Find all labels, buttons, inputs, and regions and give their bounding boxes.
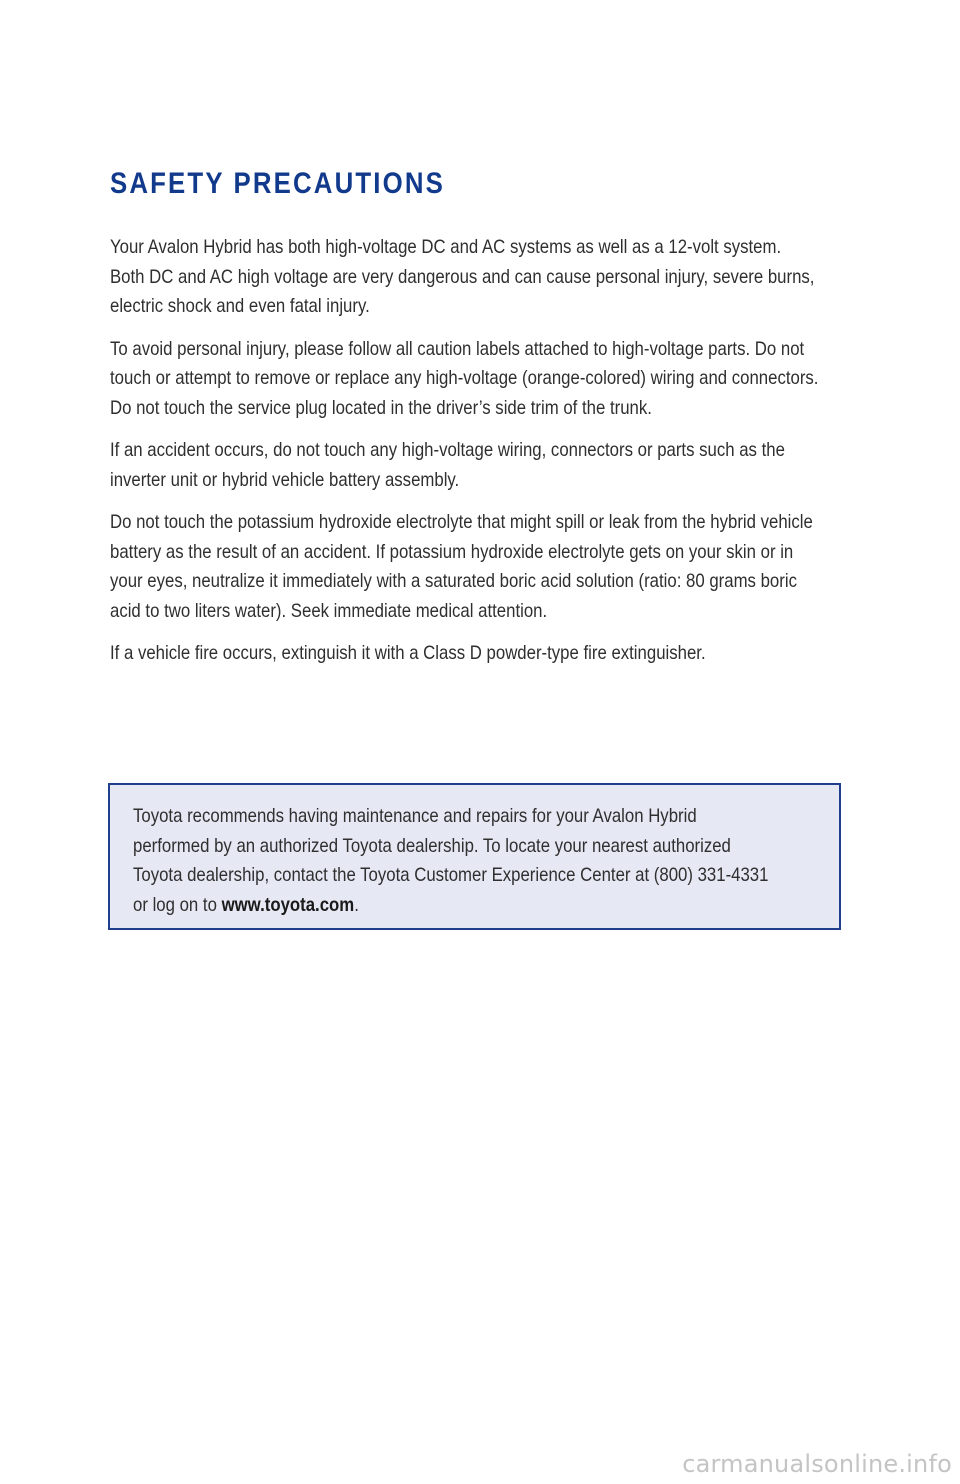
- notice-prefix: or log on to: [133, 893, 222, 916]
- page-title: SAFETY PRECAUTIONS: [110, 167, 445, 200]
- text-line: your eyes, neutralize it immediately with a saturated boric acid solution (ratio: 80 grams boric: [110, 570, 797, 592]
- text-line: electric shock and even fatal injury.: [110, 295, 370, 317]
- toyota-website-link[interactable]: www.toyota.com: [221, 893, 355, 916]
- text-line: Do not touch the potassium hydroxide electrolyte that might spill or leak from the hybrid vehicle: [110, 511, 813, 533]
- text-line: Toyota dealership, contact the Toyota Customer Experience Center at (800) 331-4331: [133, 864, 769, 886]
- text-line: Both DC and AC high voltage are very dangerous and can cause personal injury, severe burns,: [110, 265, 815, 288]
- text-line: touch or attempt to remove or replace any high-voltage (orange-colored) wiring and connectors.: [110, 367, 819, 389]
- paragraph-caution-labels: [110, 335, 867, 424]
- paragraph-accident: [110, 436, 867, 495]
- text-line: inverter unit or hybrid vehicle battery assembly.: [110, 468, 460, 491]
- paragraph-electrolyte: [110, 508, 867, 626]
- text-line: Your Avalon Hybrid has both high-voltage DC and AC systems as well as a 12-volt system.: [110, 236, 782, 258]
- text-line: [133, 891, 821, 921]
- notice-suffix: .: [354, 893, 359, 916]
- dealer-notice-box: [108, 783, 841, 930]
- text-line: performed by an authorized Toyota dealership. To locate your nearest authorized: [133, 834, 731, 857]
- watermark: carmanualsonline.info: [682, 1450, 952, 1478]
- text-line: If a vehicle fire occurs, extinguish it with a Class D powder-type fire extinguisher.: [110, 642, 706, 664]
- text-line: acid to two liters water). Seek immediate medical attention.: [110, 599, 548, 622]
- dealer-notice-text: [133, 802, 821, 920]
- safety-body: [110, 233, 867, 682]
- text-line: To avoid personal injury, please follow all caution labels attached to high-voltage parts. Do not: [110, 337, 805, 360]
- text-line: battery as the result of an accident. If potassium hydroxide electrolyte gets on your skin or in: [110, 540, 794, 563]
- text-line: Do not touch the service plug located in the driver’s side trim of the trunk.: [110, 396, 652, 419]
- text-line: Toyota recommends having maintenance and repairs for your Avalon Hybrid: [133, 805, 697, 827]
- paragraph-fire: [110, 639, 867, 669]
- paragraph-high-voltage-warning: [110, 233, 867, 322]
- text-line: If an accident occurs, do not touch any high-voltage wiring, connectors or parts such as the: [110, 439, 785, 461]
